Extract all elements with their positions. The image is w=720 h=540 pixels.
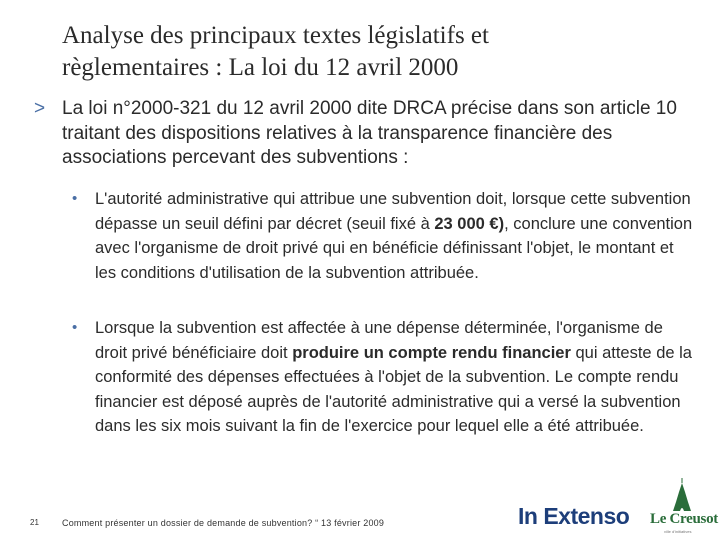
sub-bullet-text-before: L'autorité administrative qui attribue une subvention doit, lorsque cette subvention dépasse un seuil défini par décret (seuil fixé à — [95, 190, 691, 233]
sub-bullet-text-after: qui atteste de la conformité des dépenses effectuées à l'objet de la subvention. Le compte rendu financier est déposé auprès de l'autorité administrative qui a versé la subvention dans les six mois suivant la fin de l'exercice pour lequel elle a été attribuée. — [95, 343, 692, 435]
main-bullet-text: La loi n°2000-321 du 12 avril 2000 dite DRCA précise dans son article 10 traitant des dispositions relatives à la transparence financière des associations percevant des subventions : — [62, 98, 677, 168]
footer-text: Comment présenter un dossier de demande de subvention? “ 13 février 2009 — [62, 518, 385, 528]
sub-bullet-text — [95, 316, 697, 439]
slide-title — [62, 20, 622, 84]
sub-bullet-text-bold: produire un compte rendu financier — [292, 343, 571, 362]
sub-bullet-text-after: , conclure une convention avec l'organisme de droit privé qui en bénéficie définissant l'objet, le montant et les conditions d'utilisation de la subvention attribuée. — [95, 214, 693, 282]
sub-bullet-text — [95, 187, 697, 285]
lecreusot-logo — [650, 478, 718, 536]
sub-bullet-convention — [72, 187, 697, 285]
inextenso-logo: In Extenso — [518, 503, 630, 529]
page-number: 21 — [30, 518, 39, 527]
slide-title-line-1: Analyse des principaux textes législatifs et — [62, 22, 489, 49]
lecreusot-logo-name: Le Creusot — [650, 511, 718, 527]
lecreusot-logo-tagline: ville d'initiatives — [664, 529, 692, 534]
dot-bullet-icon: • — [72, 190, 78, 207]
sub-bullet-text-before: Lorsque la subvention est affectée à une dépense déterminée, l'organisme de droit privé bénéficiaire doit — [95, 319, 663, 362]
slide-title-line-2: règlementaires : La loi du 12 avril 2000 — [62, 54, 459, 81]
arrow-bullet-icon: > — [34, 98, 46, 119]
main-bullet — [34, 97, 694, 171]
sub-bullet-text-bold: 23 000 €) — [434, 214, 505, 233]
sub-bullet-compte-rendu — [72, 316, 697, 439]
dot-bullet-icon: • — [72, 319, 78, 336]
tower-icon — [672, 478, 692, 512]
